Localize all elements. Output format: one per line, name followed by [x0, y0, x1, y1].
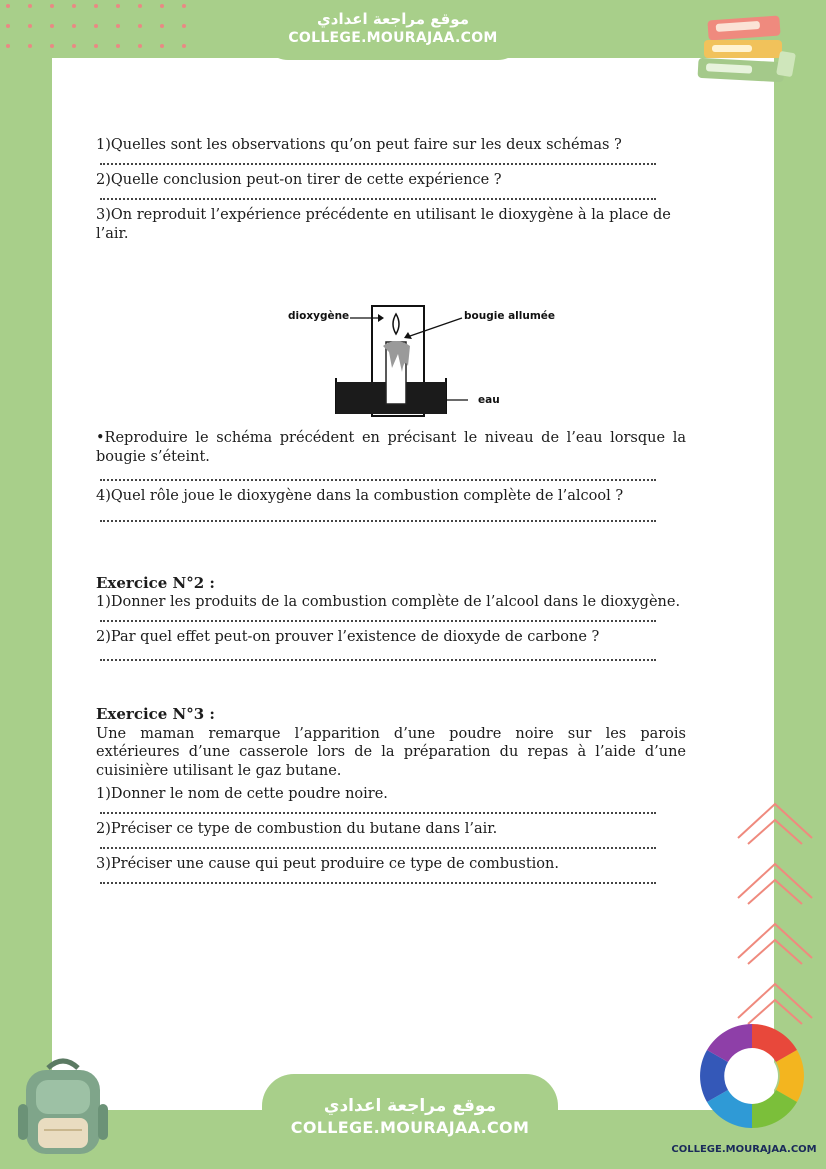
ex1-instruction: •Reproduire le schéma précédent en précisant le niveau de l’eau lorsque la bougie s’éteint.: [96, 430, 686, 466]
footer-banner: [262, 1074, 558, 1169]
answer-line[interactable]: [100, 847, 656, 849]
decorative-dot: [160, 4, 164, 8]
logo-caption: COLLEGE.MOURAJAA.COM: [671, 1144, 817, 1155]
chevron-up-decoration-icon: [730, 792, 820, 1042]
backpack-icon: [14, 1054, 112, 1158]
answer-line[interactable]: [100, 520, 656, 522]
college-logo-icon: [690, 1016, 814, 1138]
exercise-3-title: Exercice N°3 :: [96, 705, 215, 724]
footer-site-link[interactable]: COLLEGE.MOURAJAA.COM: [290, 1118, 530, 1137]
header-arabic-title: موقع مراجعة اعدادي: [317, 10, 469, 28]
exercise-2-title: Exercice N°2 :: [96, 573, 215, 592]
ex1-question-4: 4)Quel rôle joue le dioxygène dans la combustion complète de l’alcool ?: [96, 488, 624, 505]
decorative-dot: [28, 24, 32, 28]
answer-line[interactable]: [100, 812, 656, 814]
decorative-dot: [28, 4, 32, 8]
ex1-question-2: 2)Quelle conclusion peut-on tirer de cette expérience ?: [96, 171, 502, 188]
header-site-link[interactable]: COLLEGE.MOURAJAA.COM: [288, 30, 498, 46]
ex2-question-2: 2)Par quel effet peut-on prouver l’existence de dioxyde de carbone ?: [96, 629, 600, 646]
answer-line[interactable]: [100, 479, 656, 481]
ex1-question-1: 1)Quelles sont les observations qu’on peut faire sur les deux schémas ?: [96, 137, 622, 153]
decorative-dot: [182, 44, 186, 48]
decorative-dot: [94, 24, 98, 28]
decorative-dot: [160, 24, 164, 28]
ex2-question-1: 1)Donner les produits de la combustion complète de l’alcool dans le dioxygène.: [96, 594, 681, 611]
decorative-dot: [182, 4, 186, 8]
decorative-dots: [6, 4, 206, 64]
decorative-dot: [138, 24, 142, 28]
label-dioxygene: dioxygène: [288, 310, 350, 322]
decorative-dot: [160, 44, 164, 48]
label-eau: eau: [478, 394, 500, 406]
answer-line[interactable]: [100, 659, 656, 661]
header-banner: [262, 0, 524, 60]
decorative-dot: [138, 44, 142, 48]
answer-line[interactable]: [100, 620, 656, 622]
books-icon: [690, 12, 806, 96]
decorative-dot: [138, 4, 142, 8]
footer-arabic-title: موقع مراجعة اعدادي: [323, 1096, 497, 1116]
decorative-dot: [182, 24, 186, 28]
experiment-schema: [286, 302, 556, 420]
decorative-dot: [28, 44, 32, 48]
ex1-question-3: 3)On reproduit l’expérience précédente en utilisant le dioxygène à la place de l’air.: [96, 206, 671, 242]
answer-line[interactable]: [100, 882, 656, 884]
answer-line[interactable]: [100, 163, 656, 165]
worksheet-content: [96, 128, 686, 890]
decorative-dot: [94, 44, 98, 48]
decorative-dot: [6, 44, 10, 48]
decorative-dot: [72, 44, 76, 48]
ex3-text: Une maman remarque l’apparition d’une poudre noire sur les parois extérieures d’une casserole lors de la préparation du repas à l’aide d’une cuisinière utilisant le gaz butane.: [96, 725, 686, 780]
ex3-question-2: 2)Préciser ce type de combustion du butane dans l’air.: [96, 820, 498, 837]
decorative-dot: [6, 4, 10, 8]
decorative-dot: [50, 4, 54, 8]
decorative-dot: [50, 44, 54, 48]
decorative-dot: [6, 24, 10, 28]
decorative-dot: [72, 4, 76, 8]
answer-line[interactable]: [100, 198, 656, 200]
decorative-dot: [94, 4, 98, 8]
label-bougie: bougie allumée: [464, 310, 556, 322]
decorative-dot: [72, 24, 76, 28]
decorative-dot: [116, 44, 120, 48]
ex3-question-3: 3)Préciser une cause qui peut produire ce type de combustion.: [96, 855, 559, 872]
decorative-dot: [50, 24, 54, 28]
decorative-dot: [116, 24, 120, 28]
ex3-question-1: 1)Donner le nom de cette poudre noire.: [96, 786, 388, 803]
decorative-dot: [116, 4, 120, 8]
